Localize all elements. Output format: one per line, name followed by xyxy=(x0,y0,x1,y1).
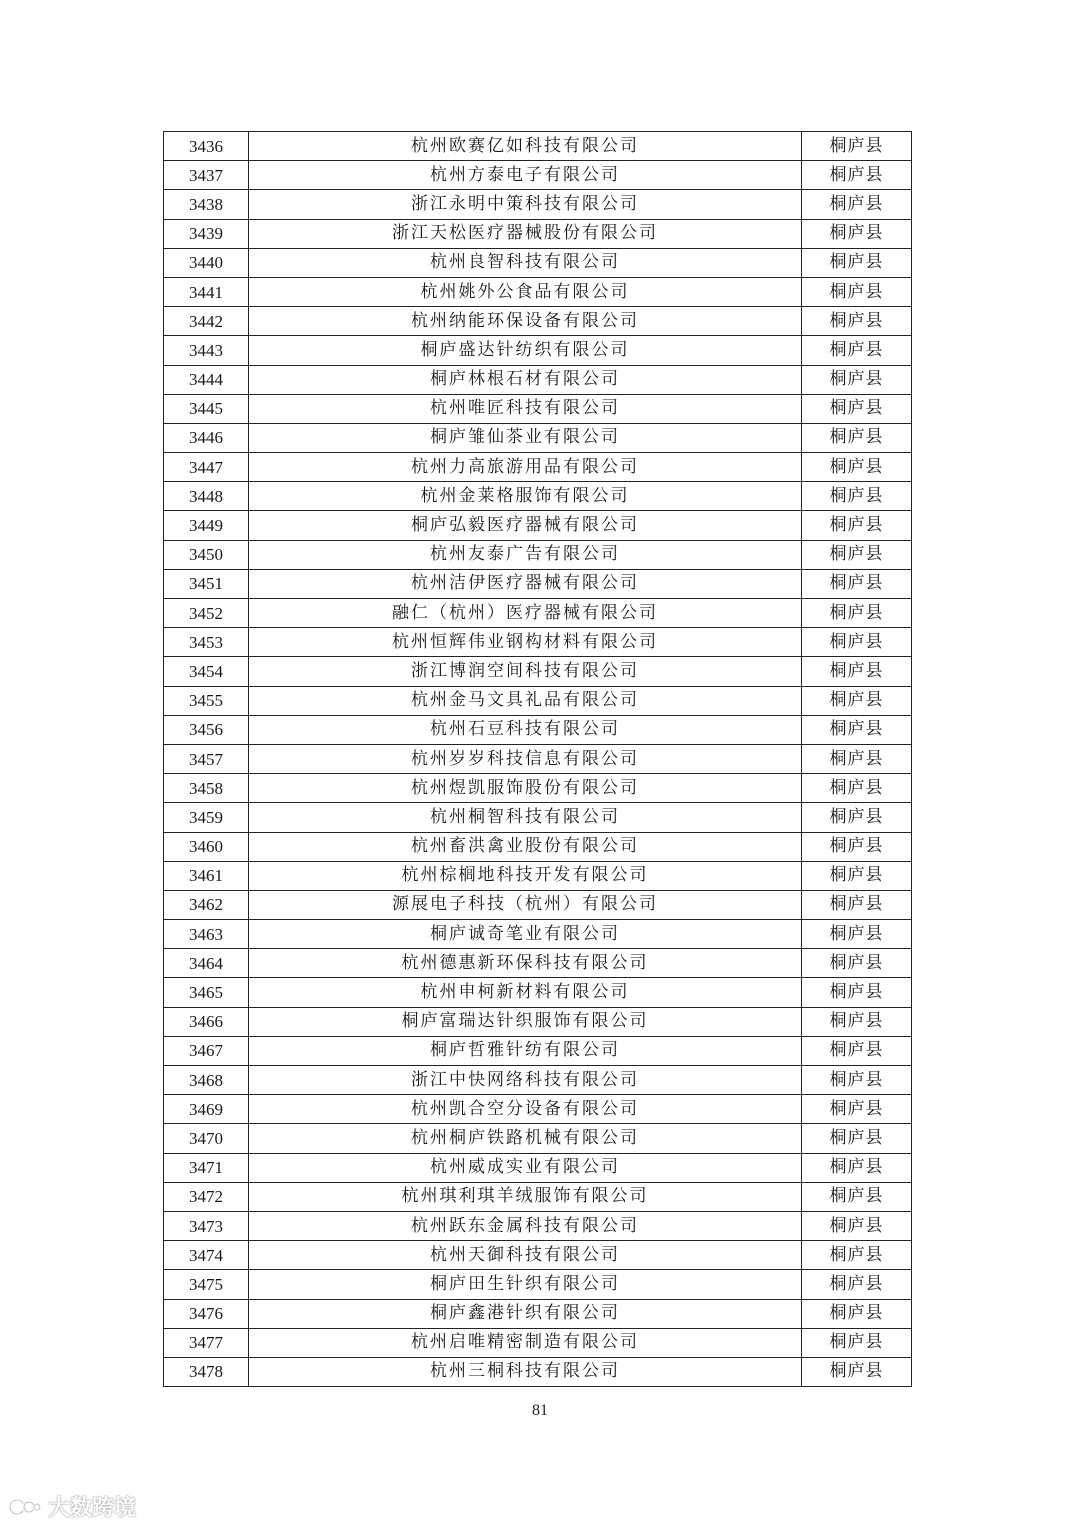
row-number-cell: 3459 xyxy=(164,803,249,832)
table-row xyxy=(164,1007,912,1036)
table-row xyxy=(164,277,912,306)
row-number-cell: 3446 xyxy=(164,423,249,452)
row-number-cell: 3456 xyxy=(164,715,249,744)
company-name-cell: 杭州姚外公食品有限公司 xyxy=(249,277,802,306)
company-name-cell: 浙江永明中策科技有限公司 xyxy=(249,190,802,219)
row-number-cell: 3461 xyxy=(164,861,249,890)
company-name-cell: 杭州琪利琪羊绒服饰有限公司 xyxy=(249,1182,802,1211)
county-cell: 桐庐县 xyxy=(802,628,912,657)
table-row xyxy=(164,861,912,890)
county-cell: 桐庐县 xyxy=(802,1270,912,1299)
company-name-cell: 浙江中快网络科技有限公司 xyxy=(249,1066,802,1095)
county-cell: 桐庐县 xyxy=(802,599,912,628)
county-cell: 桐庐县 xyxy=(802,744,912,773)
row-number-cell: 3437 xyxy=(164,161,249,190)
company-name-cell: 杭州桐庐铁路机械有限公司 xyxy=(249,1124,802,1153)
table-row xyxy=(164,569,912,598)
table-row xyxy=(164,715,912,744)
table-row xyxy=(164,890,912,919)
row-number-cell: 3466 xyxy=(164,1007,249,1036)
company-name-cell: 杭州威成实业有限公司 xyxy=(249,1153,802,1182)
row-number-cell: 3440 xyxy=(164,248,249,277)
row-number-cell: 3451 xyxy=(164,569,249,598)
company-name-cell: 杭州恒辉伟业钢构材料有限公司 xyxy=(249,628,802,657)
row-number-cell: 3474 xyxy=(164,1241,249,1270)
table-row xyxy=(164,1036,912,1065)
row-number-cell: 3445 xyxy=(164,394,249,423)
company-name-cell: 杭州金莱格服饰有限公司 xyxy=(249,482,802,511)
company-name-cell: 杭州洁伊医疗器械有限公司 xyxy=(249,569,802,598)
company-name-cell: 杭州岁岁科技信息有限公司 xyxy=(249,744,802,773)
company-name-cell: 杭州三桐科技有限公司 xyxy=(249,1357,802,1386)
county-cell: 桐庐县 xyxy=(802,803,912,832)
county-cell: 桐庐县 xyxy=(802,1007,912,1036)
county-cell: 桐庐县 xyxy=(802,1095,912,1124)
county-cell: 桐庐县 xyxy=(802,1299,912,1328)
county-cell: 桐庐县 xyxy=(802,1066,912,1095)
row-number-cell: 3458 xyxy=(164,774,249,803)
county-cell: 桐庐县 xyxy=(802,1328,912,1357)
table-row xyxy=(164,1153,912,1182)
county-cell: 桐庐县 xyxy=(802,453,912,482)
row-number-cell: 3465 xyxy=(164,978,249,1007)
company-name-cell: 浙江博润空间科技有限公司 xyxy=(249,657,802,686)
table-row xyxy=(164,774,912,803)
row-number-cell: 3473 xyxy=(164,1211,249,1240)
row-number-cell: 3477 xyxy=(164,1328,249,1357)
row-number-cell: 3470 xyxy=(164,1124,249,1153)
county-cell: 桐庐县 xyxy=(802,1182,912,1211)
row-number-cell: 3468 xyxy=(164,1066,249,1095)
table-row xyxy=(164,949,912,978)
company-name-cell: 杭州畜洪禽业股份有限公司 xyxy=(249,832,802,861)
company-name-cell: 杭州石豆科技有限公司 xyxy=(249,715,802,744)
row-number-cell: 3444 xyxy=(164,365,249,394)
company-name-cell: 融仁（杭州）医疗器械有限公司 xyxy=(249,599,802,628)
row-number-cell: 3472 xyxy=(164,1182,249,1211)
company-name-cell: 桐庐雏仙茶业有限公司 xyxy=(249,423,802,452)
table-row xyxy=(164,219,912,248)
company-list-table xyxy=(163,131,912,1387)
table-row xyxy=(164,190,912,219)
row-number-cell: 3475 xyxy=(164,1270,249,1299)
county-cell: 桐庐县 xyxy=(802,161,912,190)
company-name-cell: 杭州友泰广告有限公司 xyxy=(249,540,802,569)
table-row xyxy=(164,1211,912,1240)
table-row xyxy=(164,1299,912,1328)
table-row xyxy=(164,161,912,190)
county-cell: 桐庐县 xyxy=(802,423,912,452)
table-body xyxy=(164,132,912,1387)
company-name-cell: 桐庐诚奇笔业有限公司 xyxy=(249,920,802,949)
county-cell: 桐庐县 xyxy=(802,132,912,161)
company-name-cell: 桐庐弘毅医疗器械有限公司 xyxy=(249,511,802,540)
row-number-cell: 3450 xyxy=(164,540,249,569)
row-number-cell: 3455 xyxy=(164,686,249,715)
row-number-cell: 3463 xyxy=(164,920,249,949)
row-number-cell: 3436 xyxy=(164,132,249,161)
company-name-cell: 桐庐林根石材有限公司 xyxy=(249,365,802,394)
table-row xyxy=(164,1357,912,1386)
table-row xyxy=(164,1328,912,1357)
county-cell: 桐庐县 xyxy=(802,657,912,686)
company-name-cell: 杭州天御科技有限公司 xyxy=(249,1241,802,1270)
row-number-cell: 3460 xyxy=(164,832,249,861)
row-number-cell: 3438 xyxy=(164,190,249,219)
table-row xyxy=(164,132,912,161)
table-row xyxy=(164,394,912,423)
table-row xyxy=(164,978,912,1007)
table-row xyxy=(164,1270,912,1299)
county-cell: 桐庐县 xyxy=(802,861,912,890)
county-cell: 桐庐县 xyxy=(802,219,912,248)
county-cell: 桐庐县 xyxy=(802,949,912,978)
county-cell: 桐庐县 xyxy=(802,1036,912,1065)
table-row xyxy=(164,248,912,277)
company-name-cell: 杭州金马文具礼品有限公司 xyxy=(249,686,802,715)
county-cell: 桐庐县 xyxy=(802,482,912,511)
table-row xyxy=(164,1095,912,1124)
row-number-cell: 3454 xyxy=(164,657,249,686)
county-cell: 桐庐县 xyxy=(802,1211,912,1240)
company-name-cell: 杭州纳能环保设备有限公司 xyxy=(249,307,802,336)
county-cell: 桐庐县 xyxy=(802,365,912,394)
table-row xyxy=(164,1066,912,1095)
company-name-cell: 桐庐富瑞达针织服饰有限公司 xyxy=(249,1007,802,1036)
table-row xyxy=(164,1124,912,1153)
table-row xyxy=(164,1241,912,1270)
county-cell: 桐庐县 xyxy=(802,890,912,919)
company-name-cell: 杭州良智科技有限公司 xyxy=(249,248,802,277)
company-name-cell: 杭州煜凯服饰股份有限公司 xyxy=(249,774,802,803)
county-cell: 桐庐县 xyxy=(802,336,912,365)
county-cell: 桐庐县 xyxy=(802,511,912,540)
table-row xyxy=(164,657,912,686)
row-number-cell: 3442 xyxy=(164,307,249,336)
county-cell: 桐庐县 xyxy=(802,1357,912,1386)
county-cell: 桐庐县 xyxy=(802,832,912,861)
table-row xyxy=(164,307,912,336)
county-cell: 桐庐县 xyxy=(802,540,912,569)
row-number-cell: 3462 xyxy=(164,890,249,919)
company-name-cell: 源展电子科技（杭州）有限公司 xyxy=(249,890,802,919)
county-cell: 桐庐县 xyxy=(802,190,912,219)
county-cell: 桐庐县 xyxy=(802,248,912,277)
county-cell: 桐庐县 xyxy=(802,774,912,803)
county-cell: 桐庐县 xyxy=(802,569,912,598)
company-name-cell: 桐庐哲雅针纺有限公司 xyxy=(249,1036,802,1065)
row-number-cell: 3467 xyxy=(164,1036,249,1065)
company-name-cell: 杭州欧赛亿如科技有限公司 xyxy=(249,132,802,161)
company-name-cell: 杭州凯合空分设备有限公司 xyxy=(249,1095,802,1124)
table-row xyxy=(164,1182,912,1211)
county-cell: 桐庐县 xyxy=(802,686,912,715)
watermark-text: 大数跨境 xyxy=(48,1496,137,1521)
row-number-cell: 3469 xyxy=(164,1095,249,1124)
table-row xyxy=(164,832,912,861)
row-number-cell: 3443 xyxy=(164,336,249,365)
company-name-cell: 杭州唯匠科技有限公司 xyxy=(249,394,802,423)
table-row xyxy=(164,920,912,949)
row-number-cell: 3448 xyxy=(164,482,249,511)
county-cell: 桐庐县 xyxy=(802,920,912,949)
row-number-cell: 3449 xyxy=(164,511,249,540)
company-name-cell: 杭州申柯新材料有限公司 xyxy=(249,978,802,1007)
table-row xyxy=(164,423,912,452)
table-row xyxy=(164,540,912,569)
row-number-cell: 3464 xyxy=(164,949,249,978)
company-name-cell: 桐庐鑫港针织有限公司 xyxy=(249,1299,802,1328)
row-number-cell: 3476 xyxy=(164,1299,249,1328)
company-name-cell: 杭州启唯精密制造有限公司 xyxy=(249,1328,802,1357)
row-number-cell: 3441 xyxy=(164,277,249,306)
row-number-cell: 3447 xyxy=(164,453,249,482)
county-cell: 桐庐县 xyxy=(802,1153,912,1182)
company-name-cell: 杭州德惠新环保科技有限公司 xyxy=(249,949,802,978)
company-name-cell: 杭州跃东金属科技有限公司 xyxy=(249,1211,802,1240)
company-name-cell: 杭州桐智科技有限公司 xyxy=(249,803,802,832)
company-name-cell: 桐庐田生针织有限公司 xyxy=(249,1270,802,1299)
county-cell: 桐庐县 xyxy=(802,307,912,336)
company-name-cell: 杭州力高旅游用品有限公司 xyxy=(249,453,802,482)
row-number-cell: 3457 xyxy=(164,744,249,773)
table-row xyxy=(164,482,912,511)
company-name-cell: 杭州方泰电子有限公司 xyxy=(249,161,802,190)
table-row xyxy=(164,336,912,365)
watermark xyxy=(8,1491,136,1522)
table-row xyxy=(164,803,912,832)
county-cell: 桐庐县 xyxy=(802,1241,912,1270)
table-row xyxy=(164,686,912,715)
table-row xyxy=(164,453,912,482)
county-cell: 桐庐县 xyxy=(802,277,912,306)
page-number: 81 xyxy=(532,1402,548,1419)
table-row xyxy=(164,744,912,773)
row-number-cell: 3453 xyxy=(164,628,249,657)
logo-icon xyxy=(8,1494,42,1520)
company-name-cell: 杭州棕榈地科技开发有限公司 xyxy=(249,861,802,890)
county-cell: 桐庐县 xyxy=(802,978,912,1007)
row-number-cell: 3439 xyxy=(164,219,249,248)
county-cell: 桐庐县 xyxy=(802,1124,912,1153)
table-row xyxy=(164,365,912,394)
table-row xyxy=(164,628,912,657)
company-name-cell: 浙江天松医疗器械股份有限公司 xyxy=(249,219,802,248)
row-number-cell: 3471 xyxy=(164,1153,249,1182)
county-cell: 桐庐县 xyxy=(802,715,912,744)
row-number-cell: 3452 xyxy=(164,599,249,628)
table-row xyxy=(164,599,912,628)
table-row xyxy=(164,511,912,540)
county-cell: 桐庐县 xyxy=(802,394,912,423)
company-name-cell: 桐庐盛达针纺织有限公司 xyxy=(249,336,802,365)
row-number-cell: 3478 xyxy=(164,1357,249,1386)
